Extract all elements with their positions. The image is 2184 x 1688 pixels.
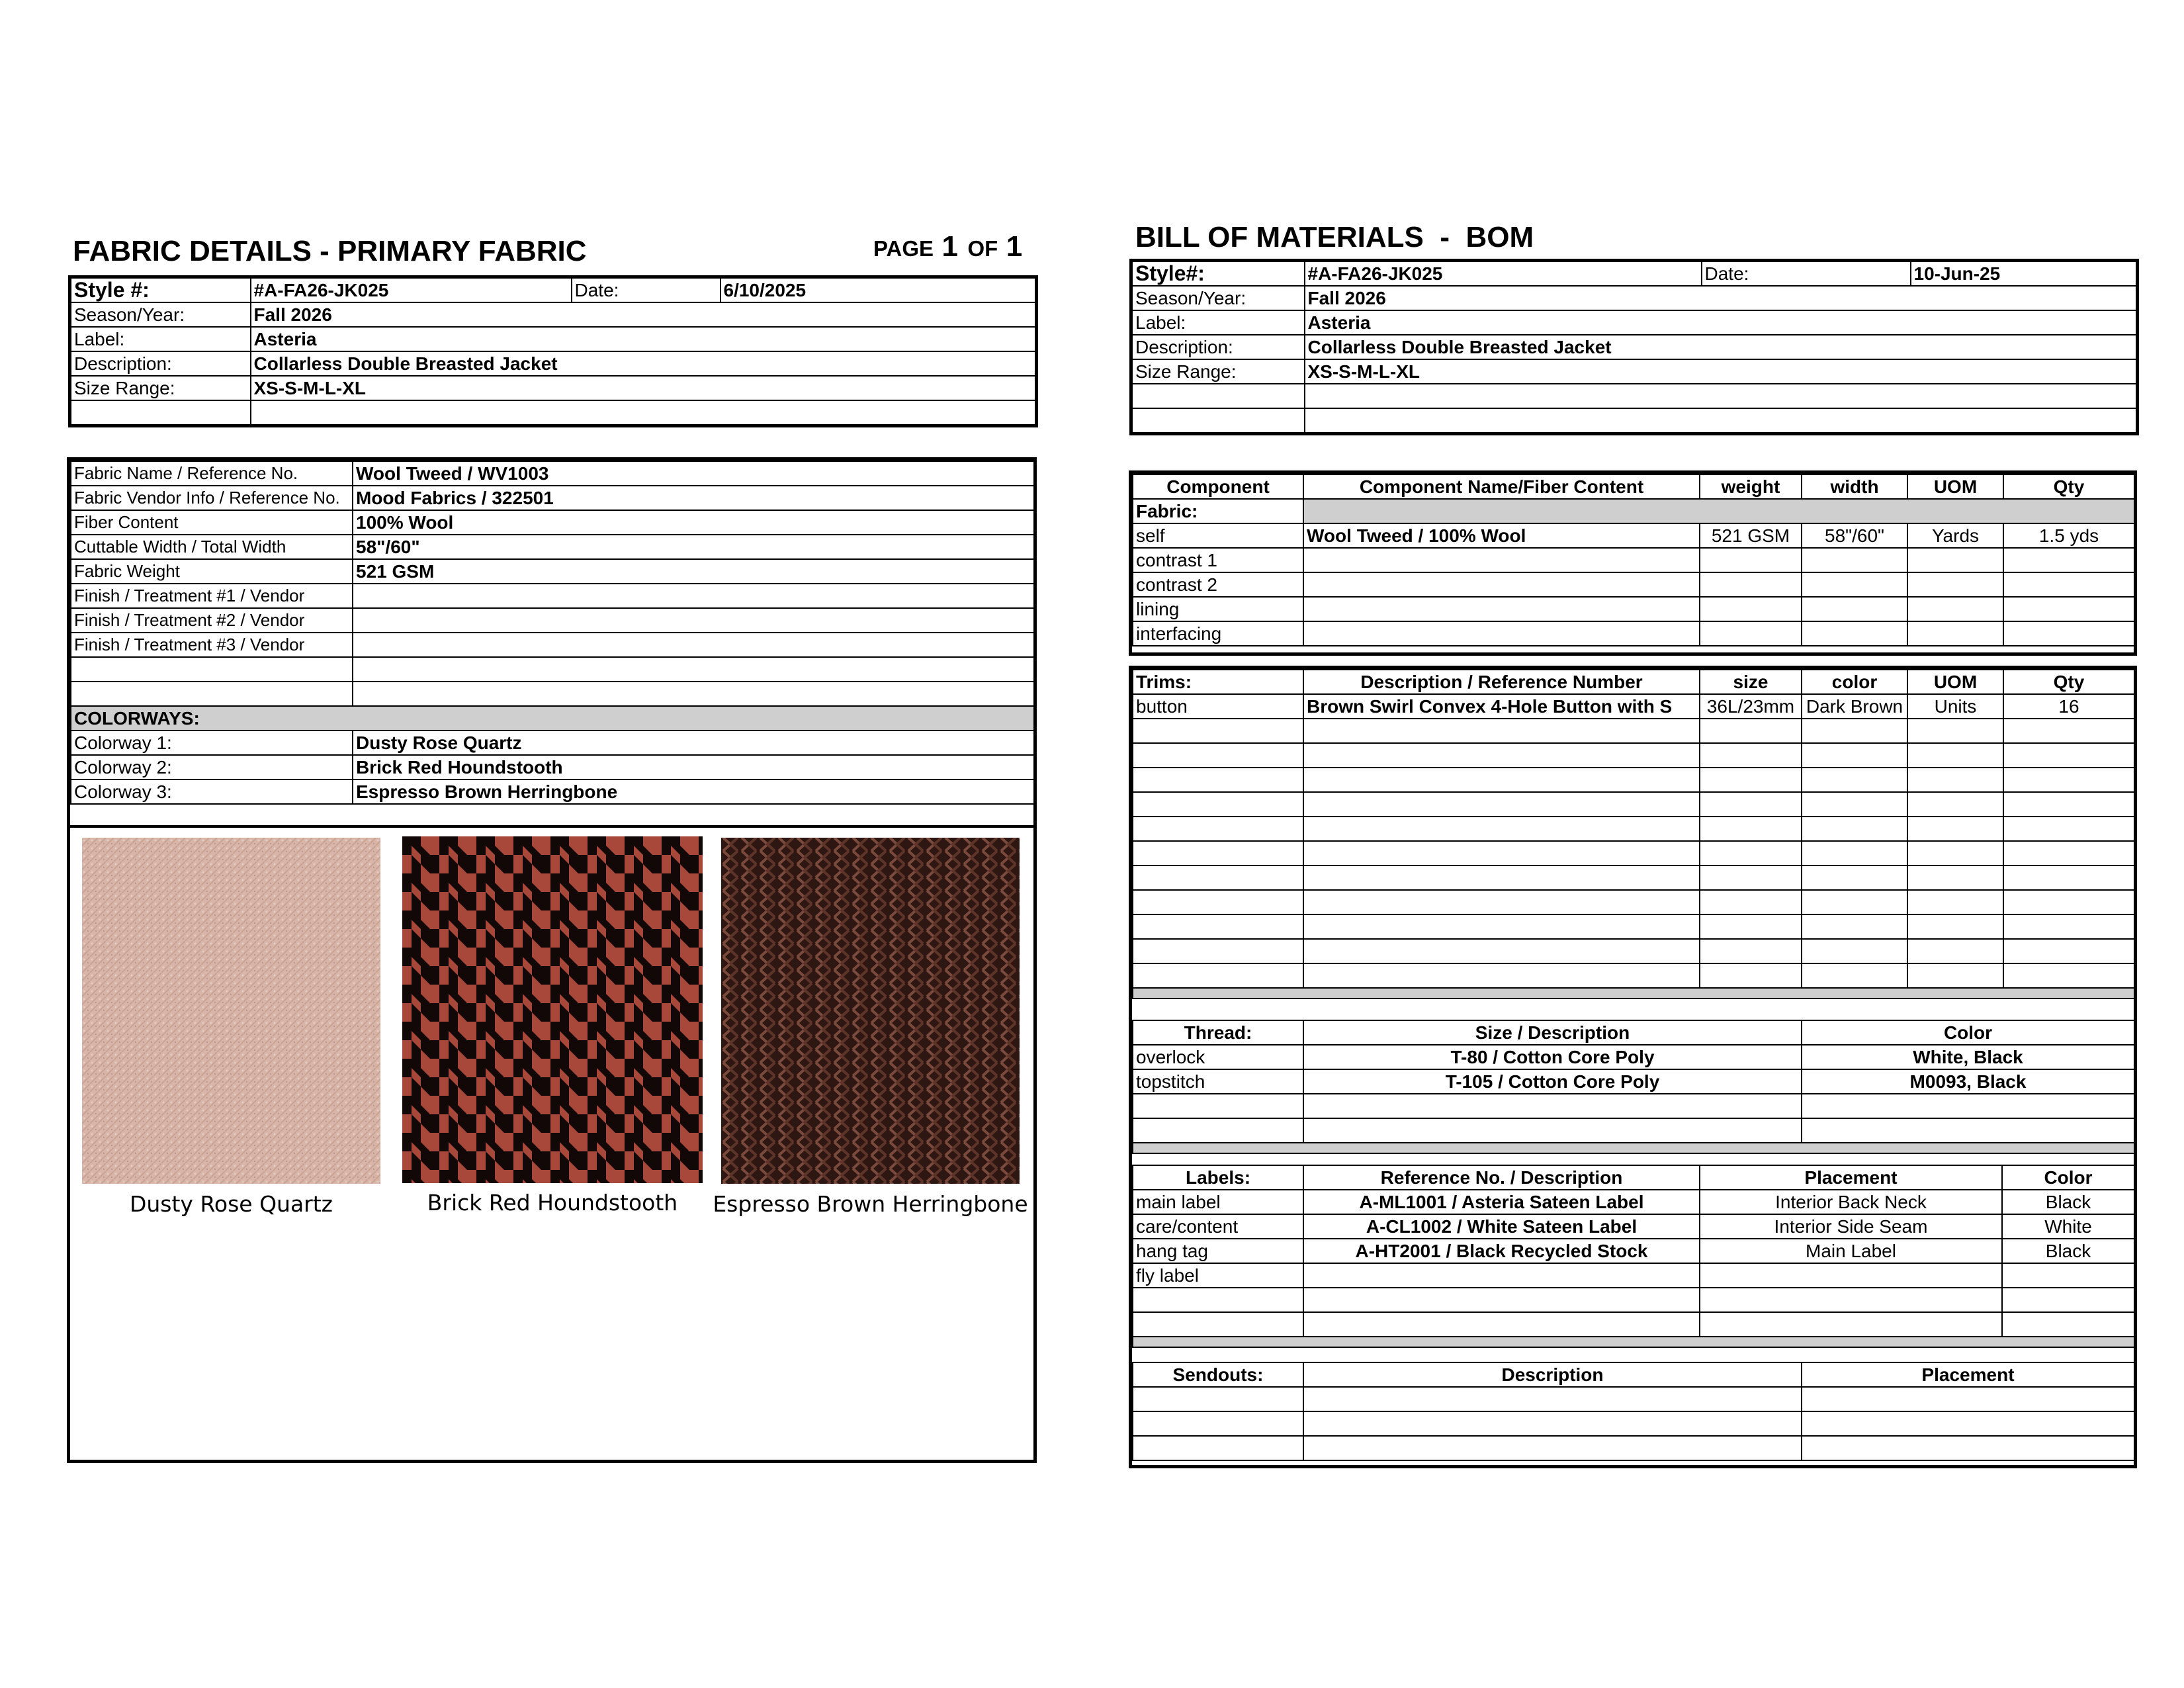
separator-band (1133, 1337, 2134, 1347)
colorway-3-value: Espresso Brown Herringbone (353, 779, 1034, 804)
label-row (1133, 1288, 2134, 1312)
cuttable-width-label: Cuttable Width / Total Width (71, 535, 353, 559)
empty-cell (2003, 939, 2134, 963)
trim-button-qty: 16 (2003, 694, 2134, 719)
empty-cell (1303, 1411, 1802, 1436)
colorway-1-value: Dusty Rose Quartz (353, 731, 1034, 755)
empty-cell (353, 682, 1034, 706)
empty-cell (1907, 817, 2003, 841)
sendouts-heading: Sendouts: (1133, 1362, 1303, 1387)
empty-cell (1133, 1118, 1303, 1143)
season-value: Fall 2026 (251, 302, 1037, 327)
component-row (1133, 621, 2134, 646)
col-trim-size: size (1700, 670, 1802, 694)
finish-1-value (353, 584, 1034, 608)
empty-cell (1700, 841, 1802, 866)
trim-row (1133, 743, 2134, 768)
page-total: 1 (1006, 230, 1023, 263)
empty-cell (71, 682, 353, 706)
fabric-vendor-value: Mood Fabrics / 322501 (353, 486, 1034, 510)
empty-cell (1303, 1312, 1700, 1337)
label-fly: fly label (1133, 1263, 1303, 1288)
empty-cell (1133, 841, 1303, 866)
label-main: main label (1133, 1190, 1303, 1214)
label-row (1133, 1263, 2134, 1288)
empty-cell (1700, 890, 1802, 914)
sendout-row (1133, 1387, 2134, 1411)
empty-cell (1305, 408, 2138, 434)
empty-cell (1802, 963, 1907, 988)
empty-cell (1802, 572, 1907, 597)
empty-cell (1700, 792, 1802, 817)
empty-cell (1907, 743, 2003, 768)
trim-row (1133, 768, 2134, 792)
sendout-row (1133, 1436, 2134, 1460)
label-row (1133, 1190, 2134, 1214)
component-self-weight: 521 GSM (1700, 523, 1802, 548)
empty-cell (2003, 548, 2134, 572)
empty-cell (2003, 768, 2134, 792)
empty-cell (1303, 841, 1700, 866)
label-hang-tag: hang tag (1133, 1239, 1303, 1263)
empty-cell (2003, 963, 2134, 988)
label-row (1133, 1239, 2134, 1263)
fabric-info-table (70, 461, 1035, 805)
empty-cell (1303, 1288, 1700, 1312)
empty-cell (1802, 866, 1907, 890)
bom-title: BILL OF MATERIALS - BOM (1135, 221, 1534, 253)
empty-cell (1907, 792, 2003, 817)
bom-header-table (1129, 259, 2139, 435)
col-label-color: Color (2002, 1165, 2134, 1190)
description-value: Collarless Double Breasted Jacket (251, 351, 1037, 376)
trim-row (1133, 866, 2134, 890)
label-main-reference: A-ML1001 / Asteria Sateen Label (1303, 1190, 1700, 1214)
label-main-placement: Interior Back Neck (1700, 1190, 2002, 1214)
trim-row (1133, 963, 2134, 988)
label-care-reference: A-CL1002 / White Sateen Label (1303, 1214, 1700, 1239)
finish-2-label: Finish / Treatment #2 / Vendor (71, 608, 353, 633)
empty-cell (1303, 1118, 1802, 1143)
label-main-color: Black (2002, 1190, 2134, 1214)
empty-cell (1802, 817, 1907, 841)
empty-cell (1907, 939, 2003, 963)
empty-cell (1133, 866, 1303, 890)
empty-cell (1700, 719, 1802, 743)
empty-cell (1700, 768, 1802, 792)
swatch-dusty-rose-quartz (82, 838, 380, 1184)
empty-cell (1303, 890, 1700, 914)
empty-cell (1133, 1436, 1303, 1460)
empty-cell (1700, 963, 1802, 988)
empty-cell (2002, 1288, 2134, 1312)
col-trim-color: color (1802, 670, 1907, 694)
empty-cell (1700, 597, 1802, 621)
thread-row (1133, 1094, 2134, 1118)
fabric-header-table (68, 275, 1038, 427)
empty-cell (1303, 719, 1700, 743)
colorway-2-value: Brick Red Houndstooth (353, 755, 1034, 779)
label-hang-tag-placement: Main Label (1700, 1239, 2002, 1263)
empty-cell (1303, 792, 1700, 817)
swatch-espresso-brown-herringbone (721, 838, 1020, 1184)
colorways-heading: COLORWAYS: (71, 706, 1034, 731)
thread-row (1133, 1045, 2134, 1069)
empty-cell (353, 657, 1034, 682)
empty-cell (1802, 1118, 2134, 1143)
col-uom: UOM (1907, 474, 2003, 499)
fabric-details-title: FABRIC DETAILS - PRIMARY FABRIC (73, 235, 587, 267)
fabric-name-value: Wool Tweed / WV1003 (353, 461, 1034, 486)
page-of: OF (967, 236, 998, 261)
empty-cell (1303, 768, 1700, 792)
swatch-caption-2: Brick Red Houndstooth (427, 1190, 678, 1216)
component-self-width: 58"/60" (1802, 523, 1907, 548)
component-self-name: Wool Tweed / 100% Wool (1303, 523, 1700, 548)
page-number: 1 (941, 230, 959, 263)
empty-cell (1303, 817, 1700, 841)
empty-cell (1802, 841, 1907, 866)
empty-cell (1303, 866, 1700, 890)
fabric-group-label: Fabric: (1133, 499, 1303, 523)
trim-button-uom: Units (1907, 694, 2003, 719)
fiber-content-value: 100% Wool (353, 510, 1034, 535)
empty-cell (1907, 866, 2003, 890)
col-component-name: Component Name/Fiber Content (1303, 474, 1700, 499)
empty-cell (1133, 719, 1303, 743)
cuttable-width-value: 58"/60" (353, 535, 1034, 559)
thread-topstitch-size: T-105 / Cotton Core Poly (1303, 1069, 1802, 1094)
empty-cell (1303, 1094, 1802, 1118)
empty-cell (2003, 866, 2134, 890)
colorway-1-label: Colorway 1: (71, 731, 353, 755)
empty-cell (1133, 1387, 1303, 1411)
empty-cell (1303, 597, 1700, 621)
empty-cell (1133, 817, 1303, 841)
thread-row (1133, 1118, 2134, 1143)
label-row (1133, 1214, 2134, 1239)
empty-cell (1133, 743, 1303, 768)
bom-labels-table (1132, 1165, 2135, 1348)
bom-label-label: Label: (1131, 310, 1305, 335)
trim-row (1133, 890, 2134, 914)
trim-button-description: Brown Swirl Convex 4-Hole Button with S (1303, 694, 1700, 719)
trim-row (1133, 841, 2134, 866)
empty-cell (1802, 1436, 2134, 1460)
empty-cell (1907, 890, 2003, 914)
empty-cell (1802, 719, 1907, 743)
empty-cell (2002, 1263, 2134, 1288)
col-sendout-placement: Placement (1802, 1362, 2134, 1387)
empty-cell (1802, 914, 1907, 939)
thread-heading: Thread: (1133, 1020, 1303, 1045)
separator-band (1133, 1143, 2134, 1153)
col-trim-description: Description / Reference Number (1303, 670, 1700, 694)
empty-cell (1303, 1387, 1802, 1411)
empty-cell (1700, 914, 1802, 939)
colorway-3-label: Colorway 3: (71, 779, 353, 804)
col-thread-size: Size / Description (1303, 1020, 1802, 1045)
empty-cell (1907, 621, 2003, 646)
trim-row (1133, 792, 2134, 817)
bom-components-table (1132, 474, 2135, 646)
bom-size-range-label: Size Range: (1131, 359, 1305, 384)
empty-cell (1802, 939, 1907, 963)
season-label: Season/Year: (70, 302, 251, 327)
empty-cell (1700, 743, 1802, 768)
fiber-content-label: Fiber Content (71, 510, 353, 535)
empty-cell (1133, 792, 1303, 817)
empty-cell (1303, 939, 1700, 963)
col-label-reference: Reference No. / Description (1303, 1165, 1700, 1190)
empty-cell (1802, 1094, 2134, 1118)
swatch-caption-1: Dusty Rose Quartz (129, 1191, 333, 1217)
empty-cell (1802, 548, 1907, 572)
empty-cell (1907, 572, 2003, 597)
thread-overlock-size: T-80 / Cotton Core Poly (1303, 1045, 1802, 1069)
empty-cell (70, 400, 251, 426)
component-self-qty: 1.5 yds (2003, 523, 2134, 548)
component-row (1133, 572, 2134, 597)
empty-cell (1305, 384, 2138, 408)
empty-cell (2003, 597, 2134, 621)
component-contrast-1: contrast 1 (1133, 548, 1303, 572)
empty-cell (1700, 1263, 2002, 1288)
empty-cell (1700, 572, 1802, 597)
empty-cell (1907, 841, 2003, 866)
bom-style-label: Style#: (1131, 261, 1305, 287)
empty-cell (2003, 817, 2134, 841)
empty-cell (1133, 963, 1303, 988)
empty-cell (1907, 548, 2003, 572)
empty-cell (1133, 1411, 1303, 1436)
fabric-weight-value: 521 GSM (353, 559, 1034, 584)
trim-button-color: Dark Brown (1802, 694, 1907, 719)
col-component: Component (1133, 474, 1303, 499)
style-number: #A-FA26-JK025 (251, 277, 572, 303)
col-sendout-description: Description (1303, 1362, 1802, 1387)
empty-cell (1131, 408, 1305, 434)
page-prefix: PAGE (873, 236, 934, 261)
label-value: Asteria (251, 327, 1037, 351)
label-care-content: care/content (1133, 1214, 1303, 1239)
empty-cell (1907, 914, 2003, 939)
empty-cell (1802, 1411, 2134, 1436)
empty-cell (1303, 914, 1700, 939)
col-weight: weight (1700, 474, 1802, 499)
component-lining: lining (1133, 597, 1303, 621)
size-range-label: Size Range: (70, 376, 251, 400)
col-qty: Qty (2003, 474, 2134, 499)
fabric-vendor-label: Fabric Vendor Info / Reference No. (71, 486, 353, 510)
trim-row (1133, 939, 2134, 963)
label-row (1133, 1312, 2134, 1337)
empty-cell (2003, 621, 2134, 646)
thread-topstitch-color: M0093, Black (1802, 1069, 2134, 1094)
empty-cell (2003, 914, 2134, 939)
component-self-uom: Yards (1907, 523, 2003, 548)
label-hang-tag-reference: A-HT2001 / Black Recycled Stock (1303, 1239, 1700, 1263)
trim-button: button (1133, 694, 1303, 719)
finish-2-value (353, 608, 1034, 633)
size-range-value: XS-S-M-L-XL (251, 376, 1037, 400)
component-row (1133, 597, 2134, 621)
fabric-group-band (1303, 499, 2134, 523)
thread-row (1133, 1069, 2134, 1094)
bom-label-value: Asteria (1305, 310, 2138, 335)
empty-cell (1700, 817, 1802, 841)
bom-date-label: Date: (1702, 261, 1911, 287)
fabric-name-label: Fabric Name / Reference No. (71, 461, 353, 486)
labels-heading: Labels: (1133, 1165, 1303, 1190)
empty-cell (1802, 792, 1907, 817)
empty-cell (1907, 768, 2003, 792)
empty-cell (1802, 621, 1907, 646)
col-width: width (1802, 474, 1907, 499)
empty-cell (1303, 548, 1700, 572)
swatch-divider (67, 825, 1037, 828)
date-label: Date: (572, 277, 721, 303)
separator-band (1133, 988, 2134, 999)
description-label: Description: (70, 351, 251, 376)
empty-cell (1907, 963, 2003, 988)
bom-sendouts-table (1132, 1362, 2135, 1461)
empty-cell (1133, 890, 1303, 914)
empty-cell (2003, 743, 2134, 768)
empty-cell (2003, 792, 2134, 817)
bom-thread-table (1132, 1020, 2135, 1154)
empty-cell (2003, 890, 2134, 914)
component-self: self (1133, 523, 1303, 548)
empty-cell (1700, 866, 1802, 890)
col-label-placement: Placement (1700, 1165, 2002, 1190)
section-separator (1133, 1337, 2134, 1347)
trim-row (1133, 817, 2134, 841)
label-label: Label: (70, 327, 251, 351)
trim-button-size: 36L/23mm (1700, 694, 1802, 719)
bom-date-value: 10-Jun-25 (1911, 261, 2138, 287)
finish-3-value (353, 633, 1034, 657)
empty-cell (1133, 1094, 1303, 1118)
empty-cell (1802, 768, 1907, 792)
trims-heading: Trims: (1133, 670, 1303, 694)
label-care-placement: Interior Side Seam (1700, 1214, 2002, 1239)
trim-row (1133, 694, 2134, 719)
empty-cell (1907, 719, 2003, 743)
empty-cell (1303, 1263, 1700, 1288)
swatch-caption-3: Espresso Brown Herringbone (713, 1191, 1028, 1217)
finish-1-label: Finish / Treatment #1 / Vendor (71, 584, 353, 608)
empty-cell (1133, 939, 1303, 963)
date-value: 6/10/2025 (721, 277, 1037, 303)
empty-cell (1303, 1436, 1802, 1460)
empty-cell (1802, 597, 1907, 621)
empty-cell (1802, 890, 1907, 914)
trim-row (1133, 914, 2134, 939)
swatch-brick-red-houndstooth (402, 836, 703, 1183)
section-separator (1133, 988, 2134, 999)
label-care-color: White (2002, 1214, 2134, 1239)
component-row (1133, 548, 2134, 572)
trim-row (1133, 719, 2134, 743)
thread-overlock: overlock (1133, 1045, 1303, 1069)
component-interfacing: interfacing (1133, 621, 1303, 646)
empty-cell (1700, 1288, 2002, 1312)
bom-size-range-value: XS-S-M-L-XL (1305, 359, 2138, 384)
empty-cell (1133, 768, 1303, 792)
empty-cell (1700, 939, 1802, 963)
empty-cell (2003, 572, 2134, 597)
empty-cell (1131, 384, 1305, 408)
empty-cell (1133, 1312, 1303, 1337)
empty-cell (1303, 963, 1700, 988)
empty-cell (1303, 743, 1700, 768)
label-hang-tag-color: Black (2002, 1239, 2134, 1263)
thread-overlock-color: White, Black (1802, 1045, 2134, 1069)
bom-season-value: Fall 2026 (1305, 286, 2138, 310)
empty-cell (1907, 597, 2003, 621)
empty-cell (2002, 1312, 2134, 1337)
fabric-weight-label: Fabric Weight (71, 559, 353, 584)
empty-cell (1700, 1312, 2002, 1337)
empty-cell (1303, 572, 1700, 597)
bom-trims-table (1132, 669, 2135, 999)
empty-cell (1133, 1288, 1303, 1312)
empty-cell (1303, 621, 1700, 646)
empty-cell (71, 657, 353, 682)
sendout-row (1133, 1411, 2134, 1436)
page-indicator (873, 230, 1022, 263)
empty-cell (1802, 743, 1907, 768)
bom-description-label: Description: (1131, 335, 1305, 359)
empty-cell (2003, 841, 2134, 866)
section-separator (1133, 1143, 2134, 1153)
empty-cell (1802, 1387, 2134, 1411)
colorway-2-label: Colorway 2: (71, 755, 353, 779)
component-contrast-2: contrast 2 (1133, 572, 1303, 597)
col-thread-color: Color (1802, 1020, 2134, 1045)
empty-cell (1133, 914, 1303, 939)
empty-cell (2003, 719, 2134, 743)
col-trim-qty: Qty (2003, 670, 2134, 694)
empty-cell (1700, 548, 1802, 572)
bom-style-number: #A-FA26-JK025 (1305, 261, 1702, 287)
empty-cell (1700, 621, 1802, 646)
bom-season-label: Season/Year: (1131, 286, 1305, 310)
empty-cell (251, 400, 1037, 426)
finish-3-label: Finish / Treatment #3 / Vendor (71, 633, 353, 657)
style-label: Style #: (70, 277, 251, 303)
thread-topstitch: topstitch (1133, 1069, 1303, 1094)
bom-description-value: Collarless Double Breasted Jacket (1305, 335, 2138, 359)
col-trim-uom: UOM (1907, 670, 2003, 694)
component-row (1133, 523, 2134, 548)
